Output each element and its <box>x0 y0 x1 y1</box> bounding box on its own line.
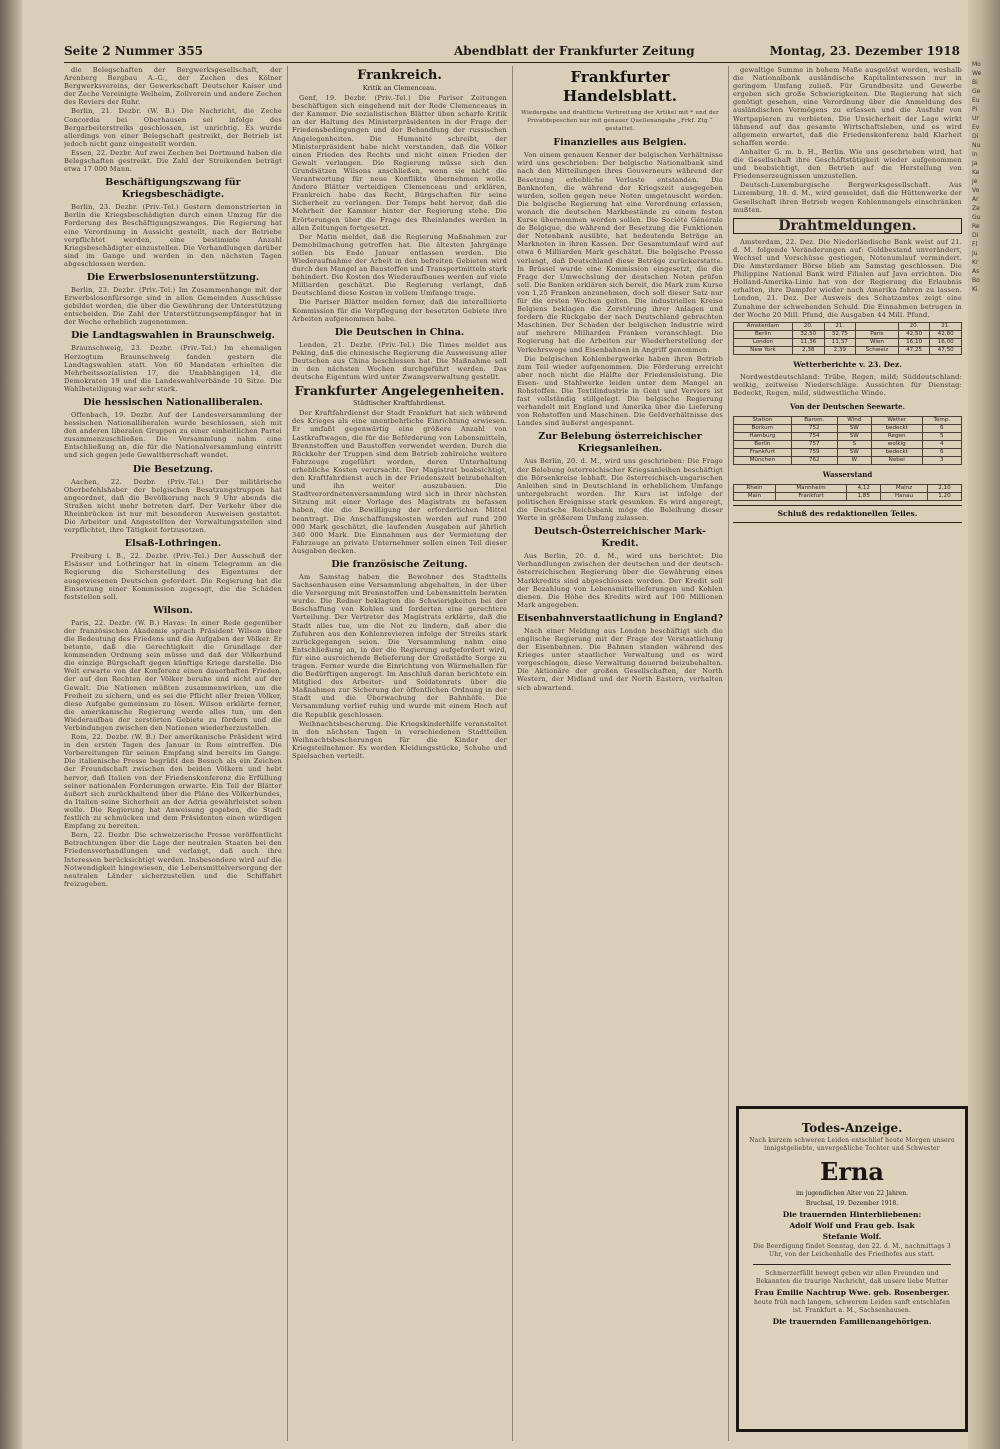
obituary-heading: Todes-Anzeige. <box>801 1121 903 1135</box>
page-binding <box>0 0 22 1449</box>
section-heading: Deutsch-Österreichischer Mark-Kredit. <box>534 526 706 550</box>
section-heading: Frankreich. <box>357 68 442 83</box>
column-1: die Belegschaften der Bergwerksgesellschaft, der Arenberg Bergbau A.-G., der Zechen des Kölner Bergwerksvereins, der Gewerkschaft Deutscher Kaiser und der Zeche Vereinigte Welheim, Zollverein und andere Zechen des Reviers der Ruhr. Berlin, 21. Dezbr. (W. B.) Die Nachricht, die Zeche Concordia bei Oberhausen sei infolge des Bergarbeiterstreiks geschlossen, ist unrichtig. Es wurde allerdings von einer Belegschaft gestreikt, der Betrieb ist jedoch nicht ganz eingestellt worden. Essen, 22. Dezbr. Auf zwei Zechen bei Dortmund haben die Belegschaften gestreikt. Die Zahl der Streikenden beträgt etwa 17 000 Mann. Beschäftigungszwang für Kriegsbeschädigte. Berlin, 23. Dezbr. (Priv.-Tel.) Gestern demonstrierten in Berlin die Kriegsbeschädigten durch einen Umzug für die Forderung des Beschäftigungszwanges. Die Regierung hat eine Verordnung in Aussicht gestellt, nach der Betriebe verpflichtet werden, eine bestimmte Anzahl Kriegsbeschädigter einzustellen. Die Verhandlungen darüber sind im Gange und werden in den nächsten Tagen abgeschlossen werden. Die Erwerbslosenunterstützung. Berlin, 23. Dezbr. (Priv.-Tel.) Im Zusammenhange mit der Erwerbslosenfürsorge sind in allen Gemeinden Ausschüsse gebildet worden, die über die Gewährung der Unterstützung entscheiden. Die Zahl der Unterstützungsempfänger hat in der Woche erheblich zugenommen. Die Landtagswahlen in Braunschweig. Braunschweig, 23. Dezbr. (Priv.-Tel.) Im ehemaligen Herzogtum Braunschweig fanden gestern die Landtagswahlen statt. Von 60 Mandaten erhielten die Mehrheitssozialisten 17, die Unabhängigen 14, die Demokraten 19 und die Landeswahlverbände 10 Sitze. Die Wahlbeteiligung war sehr stark. Die hessischen Nationalliberalen. Offenbach, 19. Dezbr. Auf der Landesversammlung der hessischen Nationalliberalen wurde beschlossen, sich mit den anderen liberalen Gruppen zu einer einheitlichen Partei zusammenzuschließen. Die Versammlung nahm eine Entschließung an, die für die Nationalversammlung eintritt und sich gegen jede Gewaltherrschaft wendet. Die Besetzung. Aachen, 22. Dezbr. (Priv.-Tel.) Der militärische Oberbefehlshaber der belgischen Besatzungstruppen hat angeordnet, daß die Bevölkerung nach 9 Uhr abends die Straßen nicht mehr betreten darf. Der Verkehr über die Rheinbrücken ist nur mit besonderen Ausweisen gestattet. Die Arbeiter und Angestellten der Verwaltungsstellen sind verpflichtet, ihre Tätigkeit fortzusetzen. Elsaß-Lothringen. Freiburg i. B., 22. Dezbr. (Priv.-Tel.) Der Ausschuß der Elsässer und Lothringer hat in einem Telegramm an die Regierung die Sicherstellung des Eigentums der ausgewiesenen Deutschen gefordert. Die Regierung hat die Einsetzung einer Kommission zugesagt, die die Schäden feststellen soll. Wilson. Paris, 22. Dezbr. (W. B.) Havas: In einer Rede gegenüber der französischen Akademie sprach Präsident Wilson über die Bedeutung des Friedens und die Aufgaben der Völker. Er betonte, daß die Gerechtigkeit die Grundlage der kommenden Ordnung sein müsse und daß der Völkerbund die einzige Bürgschaft gegen künftige Kriege darstelle. Die Welt erwarte von der Konferenz einen dauerhaften Frieden, der auf den Rechten der Völker beruhe und nicht auf der Gewalt. Die Nationen müßten zusammenwirken, um die Freiheit zu sichern, und es sei die Pflicht aller freien Völker, diese Aufgabe gemeinsam zu lösen. Wilson erklärte ferner, die amerikanische Regierung werde alles tun, um den Wiederaufbau der zerstörten Gebiete zu fördern und die Verbindungen zwischen den Nationen wiederherzustellen. Rom, 22. Dezbr. (W. B.) Der amerikanische Präsident wird in den ersten Tagen des Januar in Rom eintreffen. Die Vorbereitungen für seinen Empfang sind bereits im Gange. Die italienische Presse begrüßt den Besuch als ein Zeichen der Freundschaft zwischen den beiden Völkern und hebt hervor, daß Italien von der Friedenskonferenz die Erfüllung seiner nationalen Forderungen erwarte. Ein Teil der Blätter äußert sich zurückhaltend über die Pläne des Völkerbundes, da Italien seine Sicherheit an der Adria gewährleistet sehen wolle. Die Regierung hat Anweisung gegeben, die Stadt festlich zu schmücken und dem Präsidenten einen würdigen Empfang zu bereiten. Bern, 22. Dezbr. Die schweizerische Presse veröffentlicht Betrachtungen über die Lage der neutralen Staaten bei den Friedensverhandlungen und verlangt, daß auch ihre Interessen berücksichtigt werden. Insbesondere wird auf die Notwendigkeit hingewiesen, die Lebensmittelversorgung der neutralen Länder sicherzustellen und die Schiffahrt freizugeben. <box>64 66 282 888</box>
column-rule <box>728 66 729 1441</box>
page-number: Seite 2 Nummer 355 <box>64 44 204 58</box>
section-heading: Frankfurter Angelegenheiten. <box>294 383 505 399</box>
second-notice-intro: Schmerzerfüllt bewegt geben wir allen Freunden und Bekannten die traurige Nachricht, daß unsere liebe Mutter <box>755 1270 949 1285</box>
funeral-info: Die Beerdigung findet Sonntag, den 22. d. M., nachmittags 3 Uhr, von der Leichenhalle des Friedhofes aus statt. <box>753 1243 951 1258</box>
mourners-second: Stefanie Wolf. <box>822 1232 882 1241</box>
section-heading: Zur Belebung österreichischer Kriegsanleihen. <box>538 431 702 455</box>
editorial-end: Schluß des redaktionellen Teiles. <box>733 505 962 523</box>
section-heading: Die hessischen Nationalliberalen. <box>83 397 263 408</box>
section-heading: Wilson. <box>153 604 193 616</box>
deceased-name: Erna <box>820 1157 884 1186</box>
section-heading: Die Deutschen in China. <box>334 326 465 338</box>
divider <box>753 1264 951 1265</box>
obituary-age: im jugendlichen Alter von 22 Jahren. <box>795 1190 909 1197</box>
obituary-intro: Nach kurzem schweren Leiden entschlief heute Morgen unsere innigstgeliebte, unvergeßliche Tochter und Schwester <box>749 1137 955 1152</box>
section-heading: Von der Deutschen Seewarte. <box>790 402 905 411</box>
section-heading: Die französische Zeitung. <box>331 558 468 570</box>
adjacent-page-edge: Mo We Bi Ge Eu Pi Ur Ev Di Nu In Ja Ke Je Vo Ar Ze Gu Re Di Fl Ju Kr As Bo Ki <box>968 0 1000 1449</box>
section-heading: Drahtmeldungen. <box>733 218 962 234</box>
section-heading: Wasserstand <box>822 470 873 479</box>
water-level-table: Rhein Mannheim 4,12 Mainz 2,10 Main Frankfurt 1,85 Hanau 1,20 <box>733 484 962 501</box>
obituary-notice <box>736 1106 968 1432</box>
column-rule <box>512 66 513 1441</box>
mourners-label: Die trauernden Hinterbliebenen: <box>782 1210 922 1219</box>
section-title: Frankfurter Handelsblatt. <box>563 68 677 105</box>
issue-date: Montag, 23. Dezember 1918 <box>769 44 960 58</box>
column-4: gewaltige Summe in hohem Maße ausgelöst worden, weshalb die Nationalbank ausländische Kapitalinteressen nur in geringem Umfang zuließ. Für Grundbesitz und Gewerbe ergeben sich große Schwierigkeiten. Die Regierung hat sich genötigt gesehen, eine Verordnung über die Anmeldung des ausländischen Vermögens zu erlassen und die Ausfuhr von Wertpapieren zu verbieten. Die Unsicherheit der Lage wirkt lähmend auf das gesamte Wirtschaftsleben, und es wird allgemein erwartet, daß die Friedenskonferenz bald Klarheit schaffen werde. Anhalter G. m. b. H., Berlin. Wie uns geschrieben wird, hat die Gesellschaft ihre Geschäftstätigkeit wieder aufgenommen und beabsichtigt, den Betrieb auf die Herstellung von Friedenserzeugnissen umzustellen. Deutsch-Luxemburgische Bergwerksgesellschaft. Aus Luxemburg, 18. d. M., wird gemeldet, daß die Hüttenwerke der Gesellschaft ihren Betrieb wegen Kohlenmangels einschränken mußten. Drahtmeldungen. Amsterdam, 22. Dez. Die Niederländische Bank weist auf 21. d. M. folgende Veränderungen auf: Goldbestand unverändert, Wechsel und Vorschüsse gestiegen, Notenumlauf vermindert. Die Amsterdamer Börse blieb am Samstag geschlossen. Die Philippine National Bank wird Filialen auf Java errichten. Die Holland-Amerika-Linie hat von der Regierung die Erlaubnis erhalten, ihre Dampfer wieder nach Amerika fahren zu lassen. London, 21. Dez. Der Ausweis des Schatzamtes zeigt eine Zunahme der schwebenden Schuld. Die Einnahmen betrugen in der Woche 20 Mill. Pfund, die Ausgaben 44 Mill. Pfund. Amsterdam 20. 21. 20. 21. Berlin 32,50 32,75 Paris 42,50 42,80 London 11,36 11,37 Wien 16,10 16,00 New York 2,38 2,39 Schweiz 47,25 47,50 Wetterberichte v. 23. Dez. Nordwestdeutschland: Trübe, Regen, mild; Süddeutschland: wolkig, zeitweise Niederschläge. Aussichten für Dienstag: Bedeckt, Regen, mild, südwestliche Winde. Von der Deutschen Seewarte. Station Barom. Wind Wetter Temp. Borkum 752 SW bedeckt 6 Hamburg 754 SW Regen 5 Berlin 757 S wolkig 4 Frankfurt 759 SW bedeckt 6 München 762 W Nebel 3 Wasserstand Rhein Mannheim 4,12 Mainz 2,10 Main Frankfurt 1,85 Hanau 1,20 Schluß des redaktionellen Teiles. <box>733 66 962 1101</box>
newspaper-name: Abendblatt der Frankfurter Zeitung <box>454 44 695 58</box>
weather-table: Station Barom. Wind Wetter Temp. Borkum 752 SW bedeckt 6 Hamburg 754 SW Regen 5 Berlin 757 S wolkig 4 Frankfurt 759 SW bedeckt 6 München 762 W Nebel 3 <box>733 416 962 465</box>
obituary-footer: Die trauernden Familienangehörigen. <box>772 1317 932 1326</box>
section-heading: Finanzielles aus Belgien. <box>553 137 687 149</box>
column-3: Frankfurter Handelsblatt. Wiedergabe und drahtliche Verbreitung der Artikel mit * und der Privatdepeschen nur mit genauer Quellenangabe „Frkf. Ztg.“ gestattet. Finanzielles aus Belgien. Von einem genauen Kenner der belgischen Verhältnisse wird uns geschrieben: Der belgische Nationalbank sind nach den Mitteilungen ihres Gouverneurs während der Besetzung erhebliche Verluste entstanden. Die Banknoten, die während der Kriegszeit ausgegeben wurden, sollen gegen neue Noten umgetauscht werden. Die belgische Regierung hat eine Verordnung erlassen, wonach die deutschen Markbestände zu einem festen Kurse übernommen werden sollen. Die Société Générale de Belgique, die während der Besetzung die Funktionen der Notenbank ausübte, hat bedeutende Beträge an Marknoten in ihren Kassen. Der Gesamtumlauf wird auf etwa 6 Milliarden Mark geschätzt. Die belgische Presse verlangt, daß Deutschland diese Beträge zurückerstatte. In Brüssel wurde eine Kommission eingesetzt, die die Frage der Umwechslung der deutschen Noten prüfen soll. Die Banken erklären sich bereit, die Mark zum Kurse von 1,25 Franken anzunehmen, doch soll dieser Satz nur für die ersten Wochen gelten. Die industriellen Kreise Belgiens beklagen die Zerstörung ihrer Anlagen und fordern die Rückgabe der nach Deutschland gebrachten Maschinen. Der Schaden der belgischen Industrie wird auf mehrere Milliarden Franken veranschlagt. Die Regierung hat die Arbeiten zur Wiederherstellung der Verkehrswege und Eisenbahnen in Angriff genommen. Die belgischen Kohlenbergwerke haben ihren Betrieb zum Teil wieder aufgenommen. Die Förderung erreicht aber noch nicht die Hälfte der Friedensleistung. Die Eisen- und Stahlwerke leiden unter dem Mangel an Rohstoffen. Die Textilindustrie in Gent und Verviers ist fast vollständig stillgelegt. Die belgische Regierung verhandelt mit England und Amerika über die Lieferung von Rohstoffen und Maschinen. Die Geldverhältnisse des Landes sind äußerst angespannt. Zur Belebung österreichischer Kriegsanleihen. Aus Berlin, 20. d. M., wird uns geschrieben: Die Frage der Belebung österreichischer Kriegsanleihen beschäftigt die Börsenkreise lebhaft. Die österreichisch-ungarischen Anleihen sind in Deutschland in erheblichem Umfange untergebracht worden. Ihr Kurs ist infolge der politischen Ereignisse stark gesunken. Es wird angeregt, die Deutsche Reichsbank möge die Beleihung dieser Werte in größerem Umfang zulassen. Deutsch-Österreichischer Mark-Kredit. Aus Berlin, 20. d. M., wird uns berichtet: Die Verhandlungen zwischen der deutschen und der deutsch-österreichischen Regierung über die Gewährung eines Markkredits sind abgeschlossen worden. Der Kredit soll der Bezahlung von Lebensmittellieferungen und Kohlen dienen. Die Höhe des Kredits wird auf 100 Millionen Mark angegeben. Eisenbahnverstaatlichung in England? Nach einer Meldung aus London beschäftigt sich die englische Regierung mit der Frage der Verstaatlichung der Eisenbahnen. Die Bahnen standen während des Krieges unter staatlicher Verwaltung und es wird vorgeschlagen, diese Verwaltung dauernd beizubehalten. Die Aktionäre der großen Gesellschaften, der North Western, der Midland und der North Eastern, verhalten sich abwartend. <box>517 68 723 692</box>
second-notice-body: heute früh nach langem, schwerem Leiden sanft entschlafen ist. Frankfurt a. M., Sachsenhausen. <box>753 1299 951 1314</box>
mourners-names: Adolf Wolf und Frau geb. Isak <box>789 1221 915 1230</box>
column-2: Frankreich. Kritik an Clemenceau. Genf, 19. Dezbr. (Priv.-Tel.) Die Pariser Zeitungen beschäftigen sich eingehend mit der Rede Clemenceaus in der Kammer. Die sozialistischen Blätter üben scharfe Kritik an der Haltung des Ministerpräsidenten in der Frage der Friedensbedingungen und der Behandlung der russischen Angelegenheiten. Die Humanité schreibt, der Ministerpräsident habe nicht verstanden, daß die Völker einen Frieden des Rechts und nicht einen Frieden der Gewalt verlangen. Die Regierung müsse sich den Grundsätzen Wilsons anschließen, wenn sie nicht die Verantwortung für neue Konflikte übernehmen wolle. Andere Blätter verteidigen Clemenceau und erklären, Frankreich habe das Recht, Bürgschaften für seine Sicherheit zu verlangen. Der Temps hebt hervor, daß die Mehrheit der Kammer hinter der Regierung stehe. Die Erörterungen über die Frage des Rheinlandes werden in allen Zeitungen fortgesetzt. Der Matin meldet, daß die Regierung Maßnahmen zur Demobilmachung getroffen hat. Die ältesten Jahrgänge sollen bis Ende Januar entlassen werden. Die Wiederaufnahme der Arbeit in den befreiten Gebieten wird durch den Mangel an Baustoffen und Transportmitteln stark behindert. Die Kosten des Wiederaufbaues werden auf viele Milliarden geschätzt. Die Regierung verlangt, daß Deutschland diese Kosten in vollem Umfange trage. Die Pariser Blätter melden ferner, daß die interalliierte Kommission für die Verpflegung der besetzten Gebiete ihre Arbeiten aufgenommen habe. Die Deutschen in China. London, 21. Dezbr. (Priv.-Tel.) Die Times meldet aus Peking, daß die chinesische Regierung die Ausweisung aller Deutschen aus China beschlossen hat. Die Maßnahme soll in den nächsten Wochen durchgeführt werden. Das deutsche Eigentum wird unter Zwangsverwaltung gestellt. Frankfurter Angelegenheiten. Städtischer Kraftfahrdienst. Der Kraftfahrdienst der Stadt Frankfurt hat sich während des Krieges als eine unentbehrliche Einrichtung erwiesen. Er umfaßt gegenwärtig eine größere Anzahl von Lastkraftwagen, die für die Beförderung von Lebensmitteln, Brennstoffen und Baustoffen verwendet werden. Durch die Rückkehr der Truppen sind dem Betrieb zahlreiche weitere Fahrzeuge zugeführt worden, deren Unterhaltung erhebliche Kosten verursacht. Der Magistrat beabsichtigt, den Kraftfahrdienst auch in der Friedenszeit beizubehalten und ihn weiter auszubauen. Die Stadtverordnetenversammlung wird sich in ihrer nächsten Sitzung mit einer Vorlage des Magistrats zu befassen haben, die die Bewilligung der erforderlichen Mittel beantragt. Die Anschaffungskosten werden auf rund 200 000 Mark geschätzt, die laufenden Ausgaben auf jährlich 340 000 Mark. Die Einnahmen aus der Vermietung der Fahrzeuge an private Unternehmer sollen einen Teil dieser Ausgaben decken. Die französische Zeitung. Am Samstag haben die Bewohner des Stadtteils Sachsenhausen eine Versammlung abgehalten, in der über die Versorgung mit Brennstoffen und Lebensmitteln beraten wurde. Die Redner beklagten die Schwierigkeiten bei der Beschaffung von Kohlen und forderten eine gerechtere Verteilung. Der Vertreter des Magistrats erklärte, daß die Stadt alles tue, um die Not zu lindern, daß aber die Zufuhren aus den Kohlenrevieren infolge der Streiks stark zurückgegangen seien. Die Versammlung nahm eine Entschließung an, in der die Regierung aufgefordert wird, für eine ausreichende Belieferung der Großstädte Sorge zu tragen. Ferner wurde die Einrichtung von Wärmehallen für die Bedürftigen angeregt. Im Anschluß daran berichtete ein Mitglied des Arbeiter- und Soldatenrats über die Maßnahmen zur Sicherung der öffentlichen Ordnung in der Stadt und die Überwachung der Bahnhöfe. Die Versammlung verlief ruhig und wurde mit einem Hoch auf die Republik geschlossen. Weihnachtsbescherung. Die Kriegskinderhilfe veranstaltet in den nächsten Tagen in verschiedenen Stadtteilen Weihnachtsbescherungen für die Kinder der Kriegsteilnehmer. Es werden Kleidungsstücke, Schuhe und Spielsachen verteilt. <box>292 68 507 761</box>
section-heading: Eisenbahnverstaatlichung in England? <box>517 612 723 624</box>
section-heading: Wetterberichte v. 23. Dez. <box>793 359 902 369</box>
section-heading: Die Landtagswahlen in Braunschweig. <box>71 330 275 342</box>
second-deceased: Frau Emilie Nachtrup Wwe. geb. Rosenberger. <box>754 1288 950 1297</box>
page-header <box>64 44 960 64</box>
section-heading: Elsaß-Lothringen. <box>124 538 222 550</box>
section-subheading: Kritik an Clemenceau. <box>362 84 437 92</box>
obituary-place: Bruchsal, 19. Dezember 1918. <box>805 1200 899 1207</box>
section-subheading: Städtischer Kraftfahrdienst. <box>353 399 446 408</box>
section-heading: Beschäftigungszwang für Kriegsbeschädigte. <box>105 177 241 201</box>
section-heading: Die Erwerbslosenunterstützung. <box>86 271 260 283</box>
header-rule <box>64 62 960 63</box>
column-rule <box>287 66 288 1441</box>
section-heading: Die Besetzung. <box>132 463 214 475</box>
stock-table: Amsterdam 20. 21. 20. 21. Berlin 32,50 32,75 Paris 42,50 42,80 London 11,36 11,37 Wien 16,10 16,00 New York 2,38 2,39 Schweiz 47,25 47,50 <box>733 322 962 355</box>
